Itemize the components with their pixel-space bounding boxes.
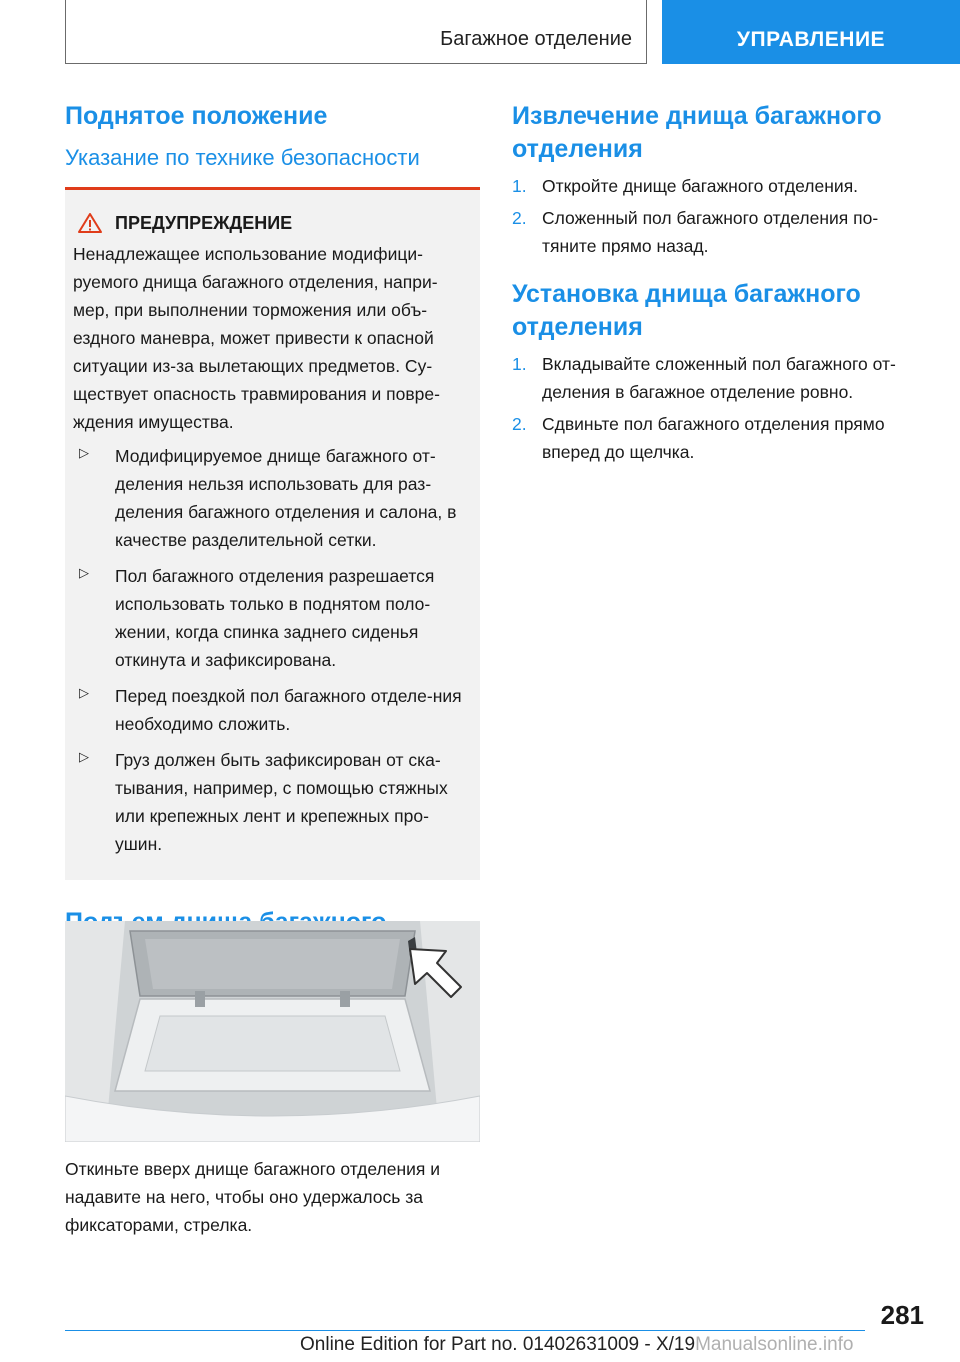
step-item — [512, 350, 928, 406]
step-item — [512, 410, 928, 466]
footer-edition-text: Online Edition for Part no. 01402631009 - X/19 — [300, 1334, 696, 1355]
trunk-floor-photo — [65, 921, 480, 1142]
step-text: Откройте днище багажного отделения. — [542, 176, 859, 196]
step-number: 2. — [512, 208, 527, 228]
warning-text: Ненадлежащее использование модифици-руемого днища багажного отделения, напри-мер, при выполнении торможения или объ-ездного маневра, может привести к опасной ситуации из-за вылетающих предметов. Су-ществует опасность травмирования и повре-ждения имущества. — [73, 244, 440, 432]
right-column — [512, 100, 928, 466]
triangle-right-outline-icon: ▷ — [79, 565, 89, 580]
section-title-remove: Извлечение днища багажного отделения — [512, 102, 882, 163]
section-title-raised: Поднятое положение — [65, 102, 328, 130]
triangle-right-outline-icon: ▷ — [79, 445, 89, 460]
install-steps — [512, 350, 928, 466]
safety-subtitle: Указание по технике безопасности — [65, 145, 420, 170]
page-number: 281 — [880, 1300, 924, 1330]
warning-bullet-text: Перед поездкой пол багажного отделе-ния необходимо сложить. — [115, 686, 462, 734]
step-number: 1. — [512, 354, 527, 374]
footer-rule — [65, 1330, 865, 1331]
step-text: Вкладывайте сложенный пол багажного от-деления в багажное отделение ровно. — [542, 354, 896, 402]
warning-bullet — [79, 442, 470, 554]
footer-watermark: Manualsonline.info — [695, 1334, 854, 1355]
step-item — [512, 172, 928, 200]
left-column — [65, 100, 480, 972]
warning-box — [65, 190, 480, 880]
header-section-box — [65, 0, 647, 64]
footer-edition — [300, 1334, 854, 1356]
photo-caption: Откиньте вверх днище багажного отделения и надавите на него, чтобы оно удержалось за фиксаторами, стрелка. — [65, 1159, 441, 1235]
step-number: 2. — [512, 414, 527, 434]
warning-bullet — [79, 746, 470, 858]
triangle-right-outline-icon: ▷ — [79, 685, 89, 700]
warning-bullet — [79, 562, 470, 674]
warning-bullets — [73, 442, 470, 858]
warning-bullet-text: Груз должен быть зафиксирован от ска-тывания, например, с помощью стяжных или крепежных лент и крепежных про-ушин. — [115, 750, 448, 854]
warning-bullet-text: Пол багажного отделения разрешается использовать только в поднятом поло-жении, когда спинка заднего сиденья откинута и зафиксирована. — [115, 566, 435, 670]
warning-label: ПРЕДУПРЕЖДЕНИЕ — [115, 212, 293, 233]
section-title-install: Установка днища багажного отделения — [512, 280, 861, 341]
warning-triangle-icon — [77, 212, 103, 234]
warning-bullet — [79, 682, 470, 738]
step-item — [512, 204, 928, 260]
step-text: Сложенный пол багажного отделения по-тяните прямо назад. — [542, 208, 879, 256]
step-text: Сдвиньте пол багажного отделения прямо вперед до щелчка. — [542, 414, 885, 462]
header-section-title: Багажное отделение — [440, 28, 632, 50]
header-category-tab: УПРАВЛЕНИЕ — [662, 0, 960, 64]
triangle-right-outline-icon: ▷ — [79, 749, 89, 764]
warning-bullet-text: Модифицируемое днище багажного от-деления нельзя использовать для раз-деления багажного отделения и салона, в качестве разделительной сетки. — [115, 446, 457, 550]
warning-heading — [73, 212, 470, 234]
step-number: 1. — [512, 176, 527, 196]
remove-steps — [512, 172, 928, 260]
